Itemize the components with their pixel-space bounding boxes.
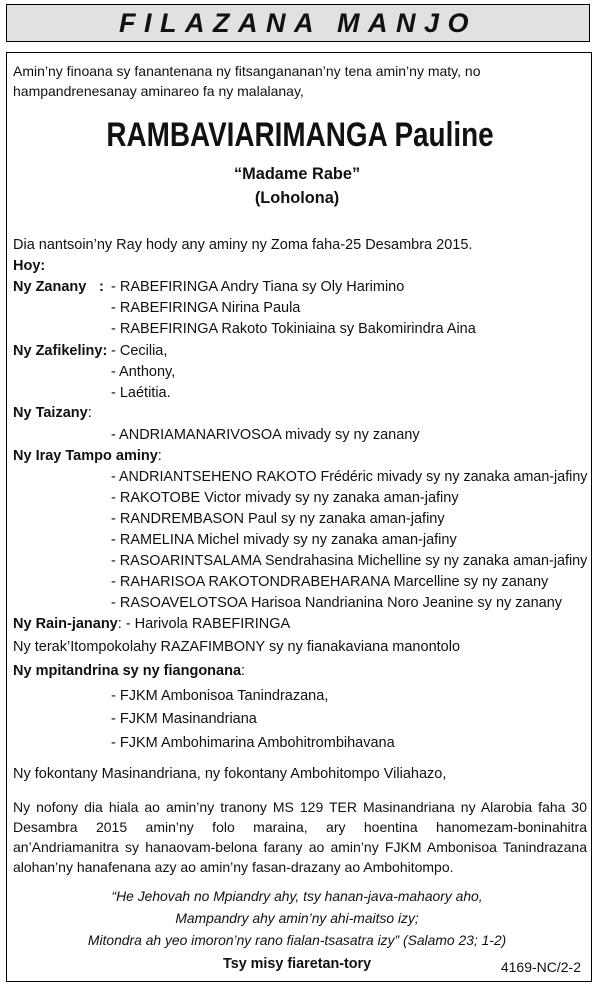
rain-janany-label: Ny Rain-janany bbox=[13, 616, 118, 632]
list-item: - RABEFIRINGA Nirina Paula bbox=[111, 300, 301, 316]
iray-tampo-heading bbox=[13, 446, 162, 466]
quote-line: Mitondra ah yeo imoron’ny rano fialan-tsasatra izy” (Salamo 23; 1-2) bbox=[87, 932, 507, 948]
deceased-name: RAMBAVIARIMANGA Pauline bbox=[106, 116, 494, 154]
footer-text: Tsy misy fiaretan-tory bbox=[223, 956, 372, 972]
zafikeliny-label: Ny Zafikeliny: bbox=[13, 343, 108, 359]
terak-text: Ny terak’Itompokolahy RAZAFIMBONY sy ny fianakaviana manontolo bbox=[13, 639, 461, 655]
zanany-colon: : bbox=[99, 279, 104, 295]
iray-tampo-label: Ny Iray Tampo aminy bbox=[13, 448, 158, 464]
mpitandrina-heading bbox=[13, 661, 245, 681]
iray-tampo-colon: : bbox=[157, 448, 162, 464]
announcement-text: Dia nantsoin’ny Ray hody any aminy ny Zoma faha-25 Desambra 2015. bbox=[13, 237, 473, 253]
fokontany-text: Ny fokontany Masinandriana, ny fokontany Ambohitompo Viliahazo, bbox=[13, 766, 447, 782]
list-item: - RAKOTOBE Victor mivady sy ny zanaka aman-jafiny bbox=[111, 490, 459, 506]
quote-line: “He Jehovah no Mpiandry ahy, tsy hanan-java-mahaory aho, bbox=[111, 888, 483, 904]
mpitandrina-colon: : bbox=[241, 663, 246, 679]
rain-janany-line bbox=[13, 614, 290, 634]
list-item: - RASOAVELOTSOA Harisoa Nandrianina Noro Jeanine sy ny zanany bbox=[111, 595, 563, 611]
list-item: - FJKM Ambonisoa Tanindrazana, bbox=[111, 688, 329, 704]
deceased-nickname: “Madame Rabe” bbox=[233, 165, 361, 183]
list-item: - FJKM Ambohimarina Ambohitrombihavana bbox=[111, 735, 395, 751]
list-item: - FJKM Masinandriana bbox=[111, 711, 257, 727]
list-item: - RABEFIRINGA Rakoto Tokiniaina sy Bakomirindra Aina bbox=[111, 321, 476, 337]
list-item: - RANDREMBASON Paul sy ny zanaka aman-jafiny bbox=[111, 511, 445, 527]
list-item: - ANDRIAMANARIVOSOA mivady sy ny zanany bbox=[111, 427, 420, 443]
mpitandrina-label: Ny mpitandrina sy ny fiangonana bbox=[13, 663, 242, 679]
list-item: - RABEFIRINGA Andry Tiana sy Oly Harimino bbox=[111, 279, 405, 295]
taizany-heading bbox=[13, 403, 92, 423]
header-title: FILAZANA MANJO bbox=[119, 7, 477, 38]
list-item: - RASOARINTSALAMA Sendrahasina Michelline sy ny zanaka aman-jafiny bbox=[111, 553, 588, 569]
rain-janany-value: : - Harivola RABEFIRINGA bbox=[117, 616, 291, 632]
list-item: - ANDRIANTSEHENO RAKOTO Frédéric mivady sy ny zanaka aman-jafiny bbox=[111, 469, 588, 485]
announcement-frame bbox=[6, 52, 592, 982]
list-item: - Cecilia, bbox=[111, 343, 168, 359]
deceased-status: (Loholona) bbox=[254, 189, 340, 207]
taizany-colon: : bbox=[87, 405, 92, 421]
reference-code: 4169-NC/2-2 bbox=[500, 959, 581, 975]
zanany-label: Ny Zanany bbox=[13, 279, 87, 295]
header-banner bbox=[6, 4, 590, 42]
taizany-label: Ny Taizany bbox=[13, 405, 88, 421]
list-item: - Anthony, bbox=[111, 364, 176, 380]
list-item: - Laétitia. bbox=[111, 385, 171, 401]
intro-text: Amin’ny finoana sy fanantenana ny fitsangananan’ny tena amin’ny maty, no hampandrenesanay aminareo fa ny malalanay, bbox=[13, 63, 481, 99]
list-item: - RAHARISOA RAKOTONDRABEHARANA Marcelline sy ny zanany bbox=[111, 574, 549, 590]
list-item: - RAMELINA Michel mivady sy ny zanaka aman-jafiny bbox=[111, 532, 457, 548]
hoy-label: Hoy: bbox=[13, 258, 46, 274]
quote-line: Mampandry ahy amin’ny ahi-maitso izy; bbox=[175, 910, 419, 926]
burial-text: Ny nofony dia hiala ao amin’ny tranony MS 129 TER Masinandriana ny Alarobia faha 30 Desambra 2015 amin’ny folo maraina, ary hoentina hanomezam-boninahitra an’Andriamanitra sy hanaovam-belona farany ao amin’ny FJKM Ambonisoa Tanindrazana alohan’ny hanafenana azy ao amin’ny fasan-drazany ao Ambohitompo. bbox=[13, 799, 587, 875]
